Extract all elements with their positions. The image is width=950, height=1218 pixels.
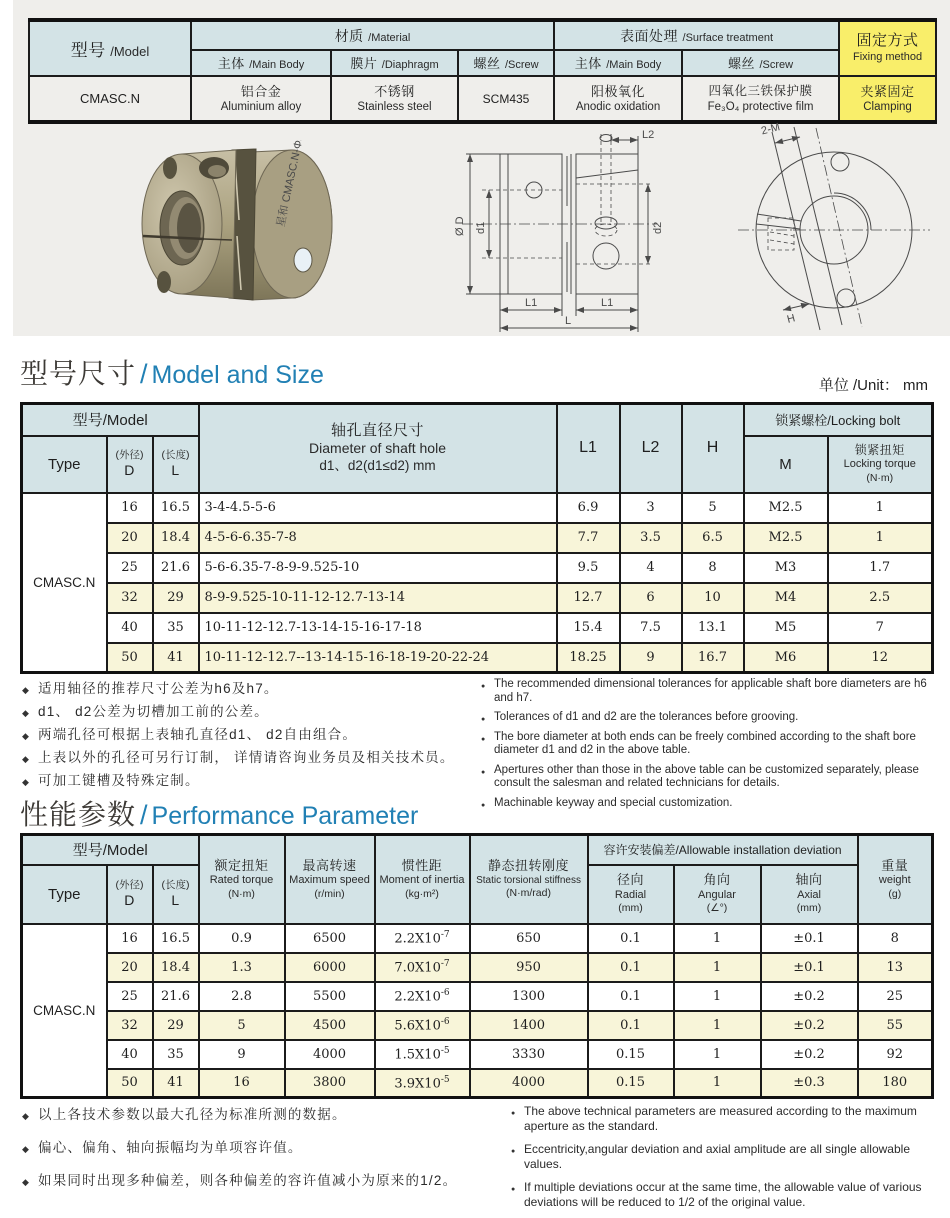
perf-header-D: (外径) D <box>107 865 153 924</box>
cell-holes: 10-11-12-12.7-13-14-15-16-17-18 <box>199 613 557 643</box>
cell-H: 10 <box>682 583 744 613</box>
spec-header-model: 型号 /Model <box>29 20 191 76</box>
cell-torque: 1.7 <box>828 553 933 583</box>
spec-model-value: CMASC.N <box>29 76 191 122</box>
cell-H: 13.1 <box>682 613 744 643</box>
svg-text:H: H <box>785 312 797 326</box>
cell-L: 41 <box>153 1069 199 1098</box>
cell-inertia: $3.9X10^{-5}$ <box>375 1069 470 1098</box>
cell-angular: 1 <box>674 1040 761 1069</box>
cell-max-speed: 6000 <box>285 953 375 982</box>
size-section-title: 型号尺寸 / Model and Size <box>20 358 324 389</box>
performance-table <box>20 833 934 1099</box>
note-item: ● The bore diameter at both ends can be freely combined according to the shaft bore diameter d1 and d2 in the above table. <box>480 731 932 758</box>
size-type-value: CMASC.N <box>22 493 107 673</box>
size-header-locking-bolt: 锁紧螺栓/Locking bolt <box>744 404 933 436</box>
perf-header-weight: 重量 weight (g) <box>858 835 933 924</box>
size-header-type: Type <box>22 436 107 493</box>
cell-stiffness: 650 <box>470 924 588 953</box>
cell-max-speed: 5500 <box>285 982 375 1011</box>
cell-L: 29 <box>153 583 199 613</box>
size-header-L: (长度) L <box>153 436 199 493</box>
unit-label: 单位 /Unit： mm <box>818 377 928 394</box>
engraving-text: 星和 CMASC.N-Φ32*29 <box>274 140 312 228</box>
cell-L: 21.6 <box>153 553 199 583</box>
note-item: ◆ 适用轴径的推荐尺寸公差为h6及h7。 <box>22 680 470 697</box>
spec-surface-screw: 四氧化三铁保护膜 Fe₃O₄ protective film <box>682 76 839 122</box>
note-item: ● If multiple deviations occur at the same time, the allowable value of various deviations will be reduced to 1/2 of the original value. <box>510 1180 935 1210</box>
cell-holes: 10-11-12-12.7--13-14-15-16-18-19-20-22-24 <box>199 643 557 673</box>
spec-header-diaphragm: 膜片 /Diaphragm <box>331 50 458 76</box>
cell-stiffness: 1400 <box>470 1011 588 1040</box>
cell-holes: 8-9-9.525-10-11-12-12.7-13-14 <box>199 583 557 613</box>
cell-D: 40 <box>107 613 153 643</box>
note-item: ● Eccentricity,angular deviation and axial amplitude are all single allowable values. <box>510 1142 935 1172</box>
note-item: ● Apertures other than those in the above table can be customized separately, please consult the salesman and related technicians for details. <box>480 764 932 791</box>
cell-axial: ±0.2 <box>761 1011 858 1040</box>
size-row <box>22 553 933 583</box>
cell-inertia: $2.2X10^{-6}$ <box>375 982 470 1011</box>
cell-angular: 1 <box>674 1011 761 1040</box>
note-item: ◆ d1、 d2公差为切槽加工前的公差。 <box>22 703 470 720</box>
perf-header-max-speed: 最高转速 Maximum speed (r/min) <box>285 835 375 924</box>
spec-header-material: 材质 /Material <box>191 20 554 50</box>
cell-max-speed: 6500 <box>285 924 375 953</box>
cell-radial: 0.1 <box>588 982 674 1011</box>
svg-text:Ø D: Ø D <box>454 216 466 236</box>
cell-angular: 1 <box>674 953 761 982</box>
cell-radial: 0.1 <box>588 1011 674 1040</box>
cell-L1: 9.5 <box>557 553 620 583</box>
note-item: ● Machinable keyway and special customization. <box>480 797 932 811</box>
cell-axial: ±0.1 <box>761 953 858 982</box>
cell-L: 21.6 <box>153 982 199 1011</box>
perf-header-type: Type <box>22 865 107 924</box>
spec-header-surface-main-body: 主体 /Main Body <box>554 50 682 76</box>
perf-notes-zh <box>22 1106 470 1205</box>
cell-M: M6 <box>744 643 828 673</box>
cell-stiffness: 3330 <box>470 1040 588 1069</box>
note-item: ◆ 可加工键槽及特殊定制。 <box>22 772 470 789</box>
size-header-L1: L1 <box>557 404 620 493</box>
perf-notes-en <box>510 1104 935 1218</box>
cell-L2: 7.5 <box>620 613 682 643</box>
side-view-drawing <box>452 126 717 338</box>
note-item: ◆ 以上各技术参数以最大孔径为标准所测的数据。 <box>22 1106 470 1123</box>
spec-table <box>28 18 937 124</box>
cell-holes: 5-6-6.35-7-8-9-9.525-10 <box>199 553 557 583</box>
cell-L2: 9 <box>620 643 682 673</box>
bolt-hole-top <box>831 153 849 171</box>
cell-angular: 1 <box>674 982 761 1011</box>
cell-angular: 1 <box>674 1069 761 1098</box>
perf-header-inertia: 惯性距 Moment of inertia (kg·m²) <box>375 835 470 924</box>
flange-hole-bottom <box>157 271 171 293</box>
perf-row <box>22 1069 933 1098</box>
cell-rated-torque: 2.8 <box>199 982 285 1011</box>
spec-header-main-body: 主体 /Main Body <box>191 50 331 76</box>
cell-L2: 3.5 <box>620 523 682 553</box>
cell-D: 50 <box>107 1069 153 1098</box>
cell-L2: 3 <box>620 493 682 523</box>
cell-L: 35 <box>153 613 199 643</box>
cell-rated-torque: 1.3 <box>199 953 285 982</box>
cell-weight: 8 <box>858 924 933 953</box>
cell-L1: 6.9 <box>557 493 620 523</box>
cell-max-speed: 3800 <box>285 1069 375 1098</box>
size-row <box>22 583 933 613</box>
cell-weight: 180 <box>858 1069 933 1098</box>
note-item: ● The above technical parameters are measured according to the maximum aperture as the standard. <box>510 1104 935 1134</box>
size-header-M: M <box>744 436 828 493</box>
cell-angular: 1 <box>674 924 761 953</box>
front-view-drawing <box>716 120 934 335</box>
cell-D: 32 <box>107 1011 153 1040</box>
cell-inertia: $7.0X10^{-7}$ <box>375 953 470 982</box>
cell-L1: 15.4 <box>557 613 620 643</box>
cell-stiffness: 950 <box>470 953 588 982</box>
cell-holes: 4-5-6-6.35-7-8 <box>199 523 557 553</box>
cell-torque: 1 <box>828 493 933 523</box>
note-item: ◆ 偏心、偏角、轴向振幅均为单项容许值。 <box>22 1139 470 1156</box>
cell-D: 20 <box>107 953 153 982</box>
svg-text:L2: L2 <box>642 129 655 141</box>
perf-header-model: 型号/Model <box>22 835 199 865</box>
cell-D: 40 <box>107 1040 153 1069</box>
cell-H: 16.7 <box>682 643 744 673</box>
size-header-D: (外径) D <box>107 436 153 493</box>
cell-inertia: $5.6X10^{-6}$ <box>375 1011 470 1040</box>
cell-H: 8 <box>682 553 744 583</box>
cell-radial: 0.15 <box>588 1040 674 1069</box>
cell-stiffness: 1300 <box>470 982 588 1011</box>
cell-L: 35 <box>153 1040 199 1069</box>
perf-header-rated-torque: 额定扭矩 Rated torque (N·m) <box>199 835 285 924</box>
cell-axial: ±0.2 <box>761 982 858 1011</box>
spec-header-fixing: 固定方式 Fixing method <box>839 20 936 76</box>
cell-rated-torque: 9 <box>199 1040 285 1069</box>
svg-text:L: L <box>565 315 572 327</box>
spec-screw-material: SCM435 <box>458 76 554 122</box>
cell-max-speed: 4500 <box>285 1011 375 1040</box>
note-item: ● The recommended dimensional tolerances for applicable shaft bore diameters are h6 and h7. <box>480 678 932 705</box>
size-table <box>20 402 934 674</box>
cell-rated-torque: 5 <box>199 1011 285 1040</box>
cell-L2: 6 <box>620 583 682 613</box>
perf-type-value: CMASC.N <box>22 924 107 1098</box>
note-item: ● Tolerances of d1 and d2 are the tolerances before grooving. <box>480 711 932 725</box>
cell-D: 25 <box>107 553 153 583</box>
svg-text:d2: d2 <box>652 221 664 234</box>
cell-D: 16 <box>107 924 153 953</box>
cell-torque: 1 <box>828 523 933 553</box>
cell-H: 6.5 <box>682 523 744 553</box>
cell-D: 20 <box>107 523 153 553</box>
perf-header-deviation: 容许安装偏差/Allowable installation deviation <box>588 835 858 865</box>
spec-body-material: 铝合金 Aluminium alloy <box>191 76 331 122</box>
cell-L: 16.5 <box>153 493 199 523</box>
cell-L1: 7.7 <box>557 523 620 553</box>
note-item: ◆ 两端孔径可根据上表轴孔直径d1、 d2自由组合。 <box>22 726 470 743</box>
size-header-model: 型号/Model <box>22 404 199 436</box>
cell-M: M5 <box>744 613 828 643</box>
cell-axial: ±0.3 <box>761 1069 858 1098</box>
size-notes-en <box>480 678 932 816</box>
cell-inertia: $2.2X10^{-7}$ <box>375 924 470 953</box>
bolt-hole-bottom <box>837 289 855 307</box>
cell-max-speed: 4000 <box>285 1040 375 1069</box>
cell-radial: 0.1 <box>588 924 674 953</box>
perf-row <box>22 924 933 953</box>
spec-diaphragm-material: 不锈钢 Stainless steel <box>331 76 458 122</box>
size-row <box>22 493 933 523</box>
perf-row <box>22 982 933 1011</box>
size-notes-zh <box>22 680 470 795</box>
size-header-shaft-hole: 轴孔直径尺寸 Diameter of shaft hole d1、d2(d1≤d2) mm <box>199 404 557 493</box>
cell-rated-torque: 0.9 <box>199 924 285 953</box>
cell-M: M3 <box>744 553 828 583</box>
cell-M: M2.5 <box>744 523 828 553</box>
perf-row <box>22 1011 933 1040</box>
perf-header-axial: 轴向 Axial (mm) <box>761 865 858 924</box>
cell-torque: 7 <box>828 613 933 643</box>
cell-axial: ±0.2 <box>761 1040 858 1069</box>
cell-H: 5 <box>682 493 744 523</box>
cell-D: 32 <box>107 583 153 613</box>
svg-text:d1: d1 <box>475 221 487 234</box>
cell-radial: 0.1 <box>588 953 674 982</box>
spec-header-surface: 表面处理 /Surface treatment <box>554 20 839 50</box>
spec-header-screw: 螺丝 /Screw <box>458 50 554 76</box>
perf-row <box>22 1040 933 1069</box>
cell-radial: 0.15 <box>588 1069 674 1098</box>
spec-surface-main: 阳极氧化 Anodic oxidation <box>554 76 682 122</box>
flange-hole-top <box>163 157 177 179</box>
size-row <box>22 613 933 643</box>
perf-header-stiffness: 静态扭转刚度 Static torsional stiffness (N·m/rad) <box>470 835 588 924</box>
cell-weight: 92 <box>858 1040 933 1069</box>
side-hole <box>294 248 312 272</box>
cell-stiffness: 4000 <box>470 1069 588 1098</box>
product-photo <box>140 140 340 318</box>
perf-header-L: (长度) L <box>153 865 199 924</box>
perf-section-title: 性能参数 / Performance Parameter <box>20 799 419 830</box>
cell-torque: 12 <box>828 643 933 673</box>
cell-rated-torque: 16 <box>199 1069 285 1098</box>
size-header-L2: L2 <box>620 404 682 493</box>
size-header-locking-torque: 锁紧扭矩 Locking torque (N·m) <box>828 436 933 493</box>
cell-L: 41 <box>153 643 199 673</box>
cell-weight: 25 <box>858 982 933 1011</box>
spec-row <box>29 76 936 122</box>
perf-header-radial: 径向 Radial (mm) <box>588 865 674 924</box>
size-row <box>22 643 933 673</box>
cell-M: M4 <box>744 583 828 613</box>
cell-torque: 2.5 <box>828 583 933 613</box>
cell-L1: 12.7 <box>557 583 620 613</box>
cell-L: 29 <box>153 1011 199 1040</box>
note-item: ◆ 上表以外的孔径可另行订制， 详情请咨询业务员及相关技术员。 <box>22 749 470 766</box>
cell-L: 18.4 <box>153 523 199 553</box>
perf-row <box>22 953 933 982</box>
cell-D: 16 <box>107 493 153 523</box>
cell-D: 50 <box>107 643 153 673</box>
svg-text:L1: L1 <box>601 297 614 309</box>
cell-axial: ±0.1 <box>761 924 858 953</box>
note-item: ◆ 如果同时出现多种偏差，则各种偏差的容许值减小为原来的1/2。 <box>22 1172 470 1189</box>
cell-L1: 18.25 <box>557 643 620 673</box>
cell-inertia: $1.5X10^{-5}$ <box>375 1040 470 1069</box>
svg-text:2-M: 2-M <box>760 121 782 138</box>
perf-header-angular: 角向 Angular (∠°) <box>674 865 761 924</box>
size-header-H: H <box>682 404 744 493</box>
svg-text:L1: L1 <box>525 297 538 309</box>
cell-holes: 3-4-4.5-5-6 <box>199 493 557 523</box>
cell-D: 25 <box>107 982 153 1011</box>
cell-L: 16.5 <box>153 924 199 953</box>
cell-L: 18.4 <box>153 953 199 982</box>
cell-weight: 13 <box>858 953 933 982</box>
spec-header-surface-screw: 螺丝 /Screw <box>682 50 839 76</box>
size-row <box>22 523 933 553</box>
cell-L2: 4 <box>620 553 682 583</box>
spec-fixing-method: 夹紧固定 Clamping <box>839 76 936 122</box>
cell-M: M2.5 <box>744 493 828 523</box>
cell-weight: 55 <box>858 1011 933 1040</box>
